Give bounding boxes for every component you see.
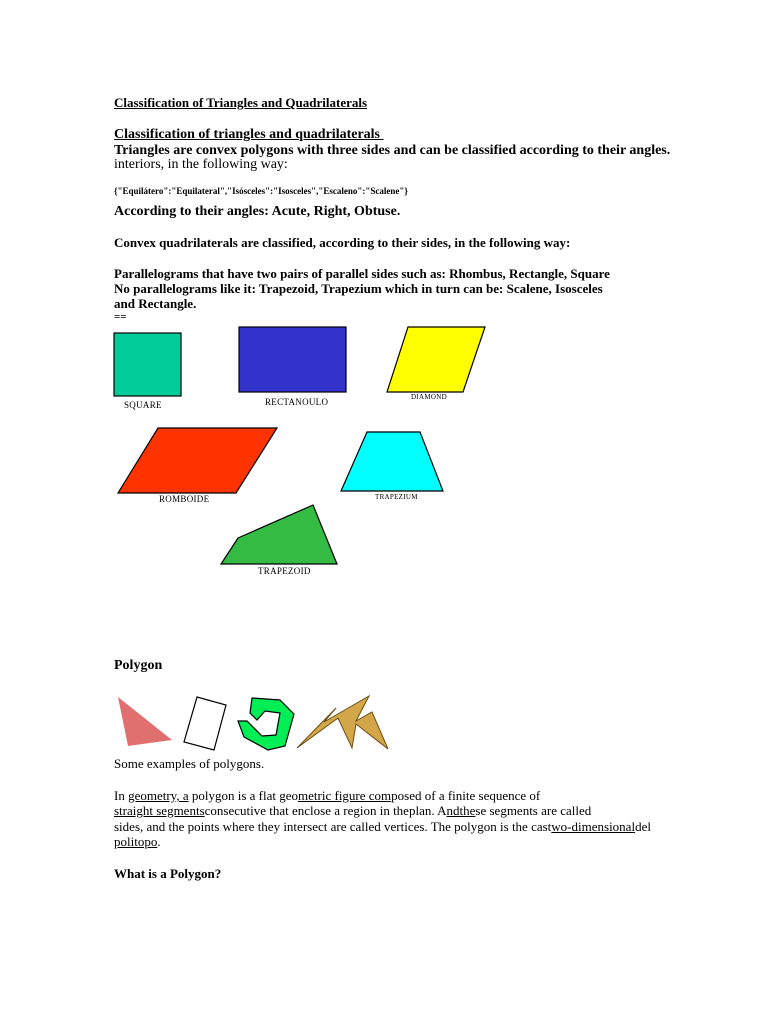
geometry-link[interactable]: geometry, a: [128, 788, 189, 803]
text-run: consecutive that enclose a region in theplan. A: [204, 803, 447, 818]
diamond-label: DIAMOND: [411, 393, 447, 401]
json-mapping-line: {"Equilátero":"Equilateral","Isósceles":"Isosceles","Escaleno":"Scalene"}: [114, 186, 408, 196]
andthe-link[interactable]: ndthe: [446, 803, 476, 818]
romboide-label: ROMBOIDE: [159, 494, 210, 504]
text-run: posed of a finite sequence of: [391, 788, 541, 803]
paragraph-line-4: [114, 834, 161, 850]
no-parallelograms-line: No parallelograms like it: Trapezoid, Trapezium which in turn can be: Scalene, Isosceles: [114, 281, 603, 296]
interiors-line: interiors, in the following way:: [114, 157, 288, 172]
parallelograms-line: Parallelograms that have two pairs of parallel sides such as: Rhombus, Rectangle, Square: [114, 266, 610, 281]
text-run: sides, and the points where they intersect are called vertices. The polygon is the cast: [114, 819, 552, 834]
polygon-heading: Polygon: [114, 658, 163, 673]
text-run: se segments are called: [475, 803, 592, 818]
geometric-figure-link[interactable]: metric figure com: [298, 788, 392, 803]
triangle-polygon-example: [118, 697, 172, 746]
and-rectangle-line: and Rectangle.: [114, 296, 197, 311]
rectangle-label: RECTANOULO: [265, 397, 329, 407]
trapezium-label: TRAPEZIUM: [375, 493, 418, 501]
politopo-link[interactable]: politopo: [114, 834, 158, 849]
angles-line: According to their angles: Acute, Right, Obtuse.: [114, 204, 401, 219]
convex-line: Convex quadrilaterals are classified, according to their sides, in the following way:: [114, 235, 571, 250]
triangles-definition: Triangles are convex polygons with three sides and can be classified according to their angles.: [114, 143, 671, 158]
equals-marker: ==: [114, 311, 127, 323]
text-run: .: [157, 834, 161, 849]
text-run: del: [635, 819, 651, 834]
paragraph-line-1: [114, 788, 540, 804]
document-title: Classification of Triangles and Quadrilaterals: [114, 95, 368, 110]
text-run: polygon is a flat geo: [188, 788, 299, 803]
text-run: In: [114, 788, 129, 803]
subtitle-text: Classification of triangles and quadrilaterals: [114, 127, 381, 142]
what-is-polygon-heading: What is a Polygon?: [114, 866, 222, 881]
concave-polygon-example: [238, 698, 294, 750]
square-label: SQUARE: [124, 400, 162, 410]
straight-segments-link[interactable]: straight segments: [114, 803, 205, 818]
quadrilateral-polygon-example: [184, 697, 226, 750]
star-polygon-example: [297, 696, 388, 749]
trapezoid-label: TRAPEZOID: [258, 566, 311, 576]
polygons-caption: Some examples of polygons.: [114, 756, 265, 771]
paragraph-line-3: [114, 819, 651, 835]
paragraph-line-2: [114, 803, 591, 819]
two-dimensional-link[interactable]: wo-dimensional: [551, 819, 636, 834]
